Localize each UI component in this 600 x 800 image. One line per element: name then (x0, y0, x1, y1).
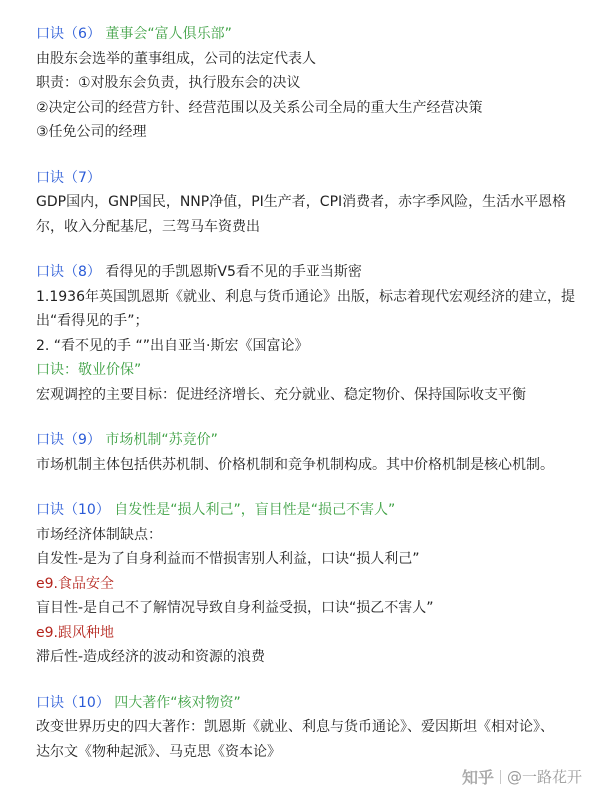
watermark-author: @一路花开 (506, 768, 582, 786)
section-10b-line-1: 改变世界历史的四大著作：凯恩斯《就业、利息与货币通论》、爱因斯坦《相对论》、 (36, 719, 554, 735)
section-10a-code: 口诀（10） (36, 502, 110, 518)
section-7-heading (36, 166, 576, 191)
section-7-code: 口诀（7） (36, 169, 101, 186)
section-6-heading (36, 22, 576, 47)
section-10a-example-1: e9.食品安全 (36, 575, 114, 592)
section-10a-line-4: 滞后性-造成经济的波动和资源的浪费 (36, 649, 266, 665)
section-8-title: 看得见的手凯恩斯V5看不见的手亚当斯密 (105, 264, 362, 280)
section-10a-line-2: 自发性-是为了自身利益而不惜损害别人利益，口诀“损人利己” (36, 551, 420, 567)
section-10a-line-3: 盲目性-是自己不了解情况导致自身利益受损，口诀“损乙不害人” (36, 600, 434, 616)
section-10a-heading (36, 498, 576, 523)
watermark (462, 765, 582, 788)
section-7-line-1: GDP国内，GNP国民，NNP净值，PI生产者，CPI消费者，赤字季风险，生活水平恩格 (36, 194, 567, 210)
section-8-line-3: 2. “看不见的手 “”出自亚当·斯宏《国富论》 (36, 337, 309, 354)
section-8-line-1: 1.1936年英国凯恩斯《就业、利息与货币通论》出版，标志着现代宏观经济的建立，提 (36, 288, 575, 305)
section-8-subline: 宏观调控的主要目标：促进经济增长、充分就业、稳定物价、保持国际收支平衡 (36, 386, 526, 403)
zhihu-logo: 知乎 (461, 768, 494, 787)
section-9 (36, 428, 576, 477)
section-8-heading (36, 260, 576, 285)
section-9-title: 市场机制“苏竞价” (105, 432, 218, 448)
section-10b-heading (36, 691, 576, 716)
section-10a-line-1: 市场经济体制缺点： (36, 526, 162, 543)
section-10b-code: 口诀（10） (36, 694, 110, 711)
section-10a-example-2: e9.跟风种地 (36, 624, 114, 641)
section-7-line-2: 尔，收入分配基尼，三驾马车资费出 (36, 218, 260, 235)
section-10b (36, 691, 576, 765)
section-10a (36, 498, 576, 670)
document-body (36, 22, 576, 785)
section-10b-line-2: 达尔文《物种起派》、马克思《资本论》 (36, 743, 281, 760)
section-6-line-3: ②决定公司的经营方针、经营范围以及关系公司全局的重大生产经营决策 (36, 99, 483, 116)
section-10a-title: 自发性是“损人利己”，盲目性是“损己不害人” (114, 502, 396, 518)
section-8-subheading: 口诀：敬业价保” (36, 362, 142, 378)
section-6 (36, 22, 576, 145)
section-6-line-4: ③任免公司的经理 (36, 124, 147, 140)
section-10b-title: 四大著作“核对物资” (114, 694, 241, 711)
section-6-title: 董事会“富人俱乐部” (105, 26, 232, 42)
section-7 (36, 166, 576, 240)
section-8-line-2: 出“看得见的手”； (36, 313, 149, 329)
section-6-code: 口诀（6） (36, 26, 101, 42)
section-9-heading (36, 428, 576, 453)
section-9-line-1: 市场机制主体包括供苏机制、价格机制和竞争机制构成。其中价格机制是核心机制。 (36, 456, 554, 473)
section-6-line-2: 职责：①对股东会负责，执行股东会的决议 (36, 75, 301, 91)
watermark-divider (500, 770, 501, 784)
section-6-line-1: 由股东会选举的董事组成，公司的法定代表人 (36, 50, 316, 67)
section-9-code: 口诀（9） (36, 432, 101, 448)
section-8 (36, 260, 576, 407)
section-8-code: 口诀（8） (36, 264, 101, 280)
